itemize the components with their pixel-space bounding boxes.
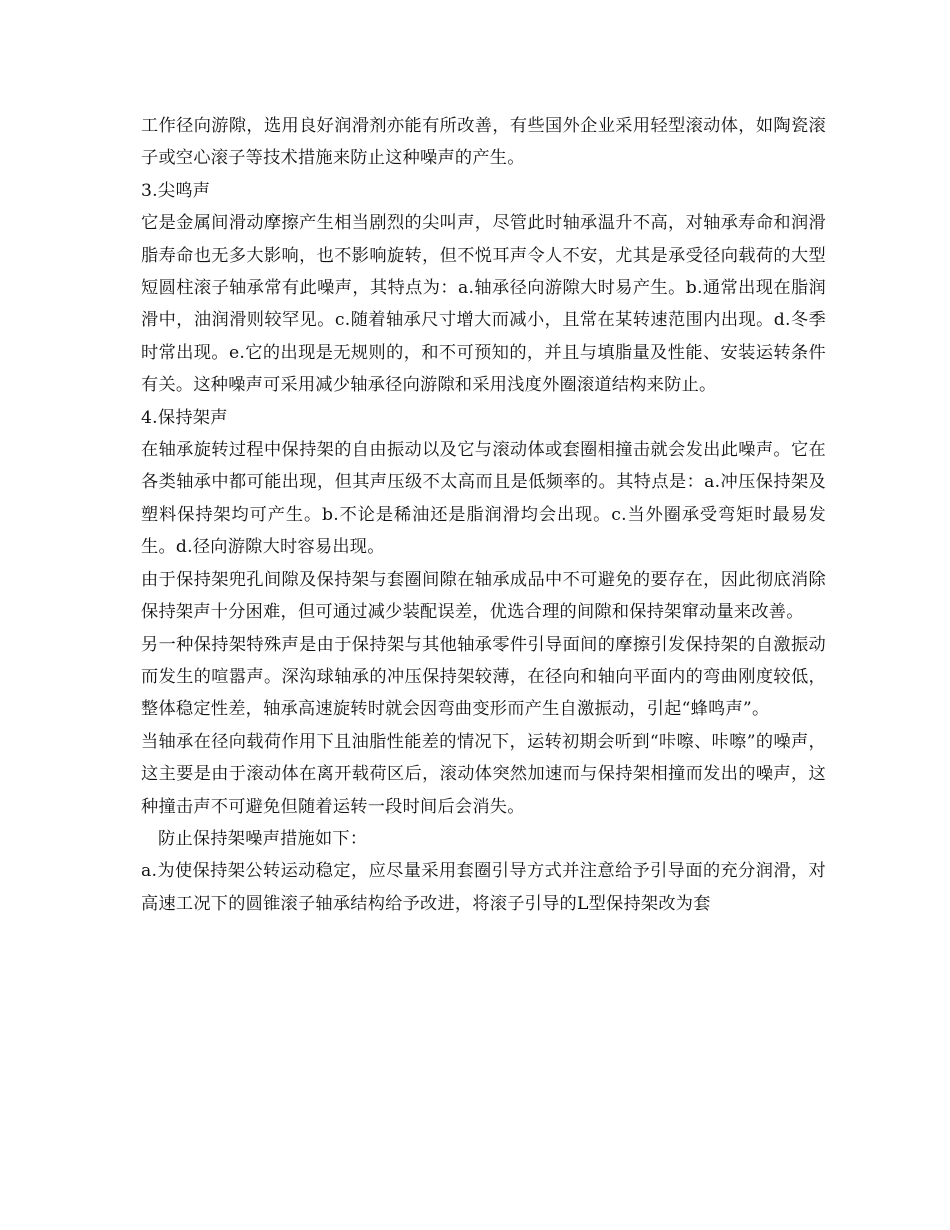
paragraph-cage-clearance: 由于保持架兜孔间隙及保持架与套圈间隙在轴承成品中不可避免的要存在，因此彻底消除保持架声十分困难，但可通过减少装配误差，优选合理的间隙和保持架窜动量来改善。 [141, 569, 826, 623]
paragraph-radial-clearance-continued: 工作径向游隙，选用良好润滑剂亦能有所改善，有些国外企业采用轻型滚动体，如陶瓷滚子或空心滚子等技术措施来防止这种噪声的产生。 [141, 116, 826, 169]
paragraph-cage-special-noise: 另一种保持架特殊声是由于保持架与其他轴承零件引导面间的摩擦引发保持架的自激振动而发生的喧嚣声。深沟球轴承的冲压保持架较薄，在径向和轴向平面内的弯曲刚度较低，整体稳定性差，轴承高速旋转时就会因弯曲变形而产生自激振动，引起“蜂鸣声”。 [141, 634, 826, 720]
section-heading-cage-noise: 4.保持架声 [141, 407, 228, 428]
paragraph-cage-noise: 在轴承旋转过程中保持架的自由振动以及它与滚动体或套圈相撞击就会发出此噪声。它在各类轴承中都可能出现，但其声压级不太高而且是低频率的。其特点是：a.冲压保持架及塑料保持架均可产生。b.不论是稀油还是脂润滑均会出现。c.当外圈承受弯矩时最易发生。d.径向游隙大时容易出现。 [141, 440, 826, 558]
paragraph-click-noise: 当轴承在径向载荷作用下且油脂性能差的情况下，运转初期会听到“咔嚓、咔嚓”的噪声，这主要是由于滚动体在离开载荷区后，滚动体突然加速而与保持架相撞而发出的噪声，这种撞击声不可避免但随着运转一段时间后会消失。 [141, 731, 826, 817]
section-heading-squeal-noise: 3.尖鸣声 [141, 180, 211, 201]
paragraph-prevention-intro: 防止保持架噪声措施如下： [158, 828, 368, 849]
paragraph-squeal-noise: 它是金属间滑动摩擦产生相当剧烈的尖叫声，尽管此时轴承温升不高，对轴承寿命和润滑脂寿命也无多大影响，也不影响旋转，但不悦耳声令人不安，尤其是承受径向载荷的大型短圆柱滚子轴承常有此噪声，其特点为：a.轴承径向游隙大时易产生。b.通常出现在脂润滑中，油润滑则较罕见。c.随着轴承尺寸增大而减小，且常在某转速范围内出现。d.冬季时常出现。e.它的出现是无规则的，和不可预知的，并且与填脂量及性能、安装运转条件有关。这种噪声可采用减少轴承径向游隙和采用浅度外圈滚道结构来防止。 [141, 213, 826, 396]
document-body [141, 110, 826, 920]
paragraph-prevention-a: a.为使保持架公转运动稳定，应尽量采用套圈引导方式并注意给予引导面的充分润滑，对高速工况下的圆锥滚子轴承结构给予改进，将滚子引导的L型保持架改为套 [141, 861, 826, 914]
